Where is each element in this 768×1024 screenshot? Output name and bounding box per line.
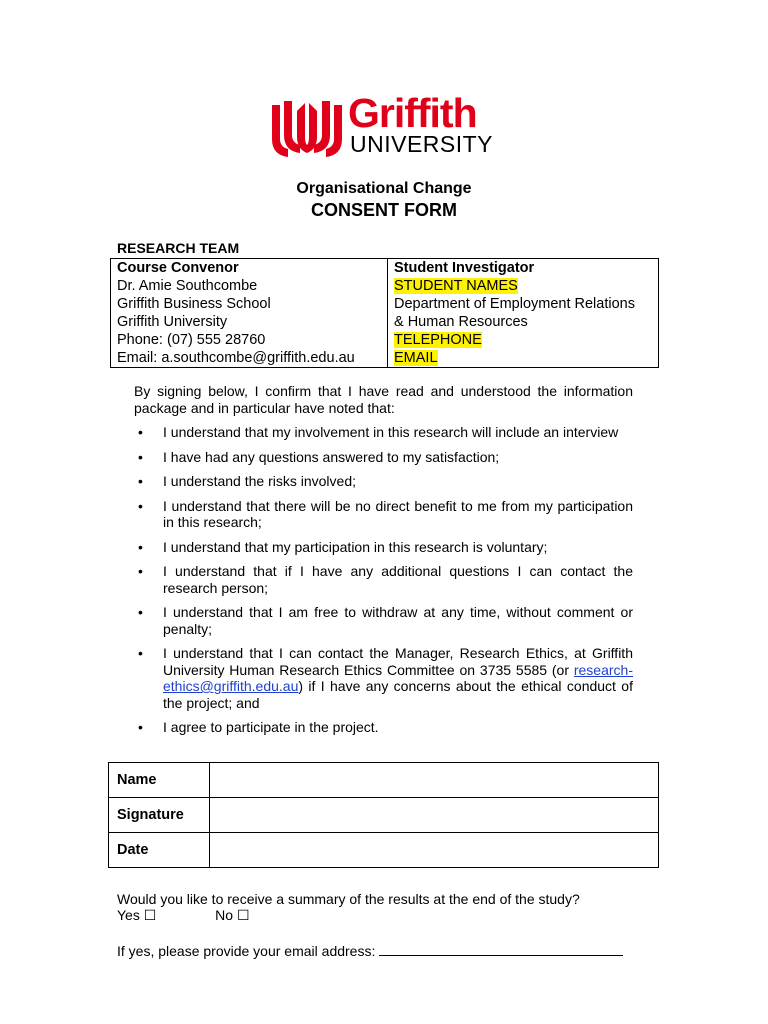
department-line-1: Department of Employment Relations: [394, 296, 635, 312]
griffith-logo: [270, 90, 510, 160]
consent-points-list: [134, 424, 633, 744]
date-label: Date: [109, 833, 210, 868]
bullet-icon: •: [138, 719, 143, 735]
list-item: • I agree to participate in the project.: [138, 719, 379, 735]
email-prompt: If yes, please provide your email address:: [117, 943, 376, 959]
bullet-icon: •: [138, 563, 143, 579]
signature-table: [108, 762, 659, 868]
logo-subtitle: UNIVERSITY: [350, 131, 494, 157]
bullet-icon: •: [138, 538, 143, 555]
convenor-university: Griffith University: [117, 314, 228, 330]
table-row: [109, 833, 659, 868]
course-convenor-cell: [111, 259, 388, 368]
list-item: • I understand that if I have any additional questions I can contact the research person;: [138, 563, 633, 596]
list-item: • I understand that there will be no direct benefit to me from my participation in this research;: [138, 497, 633, 530]
department-line-2: & Human Resources: [394, 314, 528, 330]
yes-no-options: [117, 907, 250, 924]
table-row: [109, 763, 659, 798]
table-row: [109, 798, 659, 833]
griffith-logo-mark-icon: [270, 99, 344, 157]
research-team-table: [110, 258, 659, 368]
bullet-icon: •: [138, 645, 143, 661]
list-item: • I understand that my participation in this research is voluntary;: [138, 538, 548, 555]
form-title: CONSENT FORM: [311, 200, 457, 220]
convenor-name: Dr. Amie Southcombe: [117, 278, 258, 294]
student-investigator-heading: Student Investigator: [394, 260, 535, 276]
convenor-phone: Phone: (07) 555 28760: [117, 332, 266, 348]
email-address-field[interactable]: [379, 941, 623, 956]
telephone-placeholder: TELEPHONE: [394, 332, 482, 348]
date-field[interactable]: [210, 833, 659, 868]
email-prompt-row: [117, 941, 623, 959]
name-field[interactable]: [210, 763, 659, 798]
signature-field[interactable]: [210, 798, 659, 833]
bullet-icon: •: [138, 604, 143, 620]
signature-label: Signature: [109, 798, 210, 833]
form-subtitle: Organisational Change: [296, 180, 472, 197]
list-item: • I understand that I am free to withdraw at any time, without comment or penalty;: [138, 604, 633, 637]
convenor-email: Email: a.southcombe@griffith.edu.au: [117, 350, 355, 366]
convenor-school: Griffith Business School: [117, 296, 271, 312]
list-item: • I understand that my involvement in this research will include an interview: [138, 424, 619, 440]
bullet-icon: •: [138, 424, 143, 440]
list-item-ethics: • I understand that I can contact the Manager, Research Ethics, at Griffith University Human Research Ethics Committee on 3735 5585 (or research-ethics@griffith.edu.au) if I have any concerns about the ethical conduct of the project; and: [138, 645, 633, 711]
email-placeholder: EMAIL: [394, 350, 438, 366]
course-convenor-heading: Course Convenor: [117, 260, 239, 276]
list-item: • I have had any questions answered to my satisfaction;: [138, 448, 500, 465]
bullet-icon: •: [138, 448, 143, 465]
yes-checkbox[interactable]: Yes ☐: [117, 907, 157, 923]
research-team-heading: RESEARCH TEAM: [117, 240, 240, 256]
consent-intro: By signing below, I confirm that I have read and understood the information package and in particular have noted that:: [134, 383, 633, 416]
bullet-icon: •: [138, 497, 143, 514]
student-investigator-cell: [388, 259, 659, 368]
student-names-placeholder: STUDENT NAMES: [394, 278, 518, 294]
logo-wordmark: Griffith: [348, 90, 477, 136]
no-checkbox[interactable]: No ☐: [215, 907, 250, 923]
ethics-email-link[interactable]: research-ethics@griffith.edu.au: [163, 661, 633, 694]
name-label: Name: [109, 763, 210, 798]
list-item: • I understand the risks involved;: [138, 473, 356, 489]
bullet-icon: •: [138, 473, 143, 489]
summary-question: Would you like to receive a summary of the results at the end of the study?: [117, 891, 580, 907]
